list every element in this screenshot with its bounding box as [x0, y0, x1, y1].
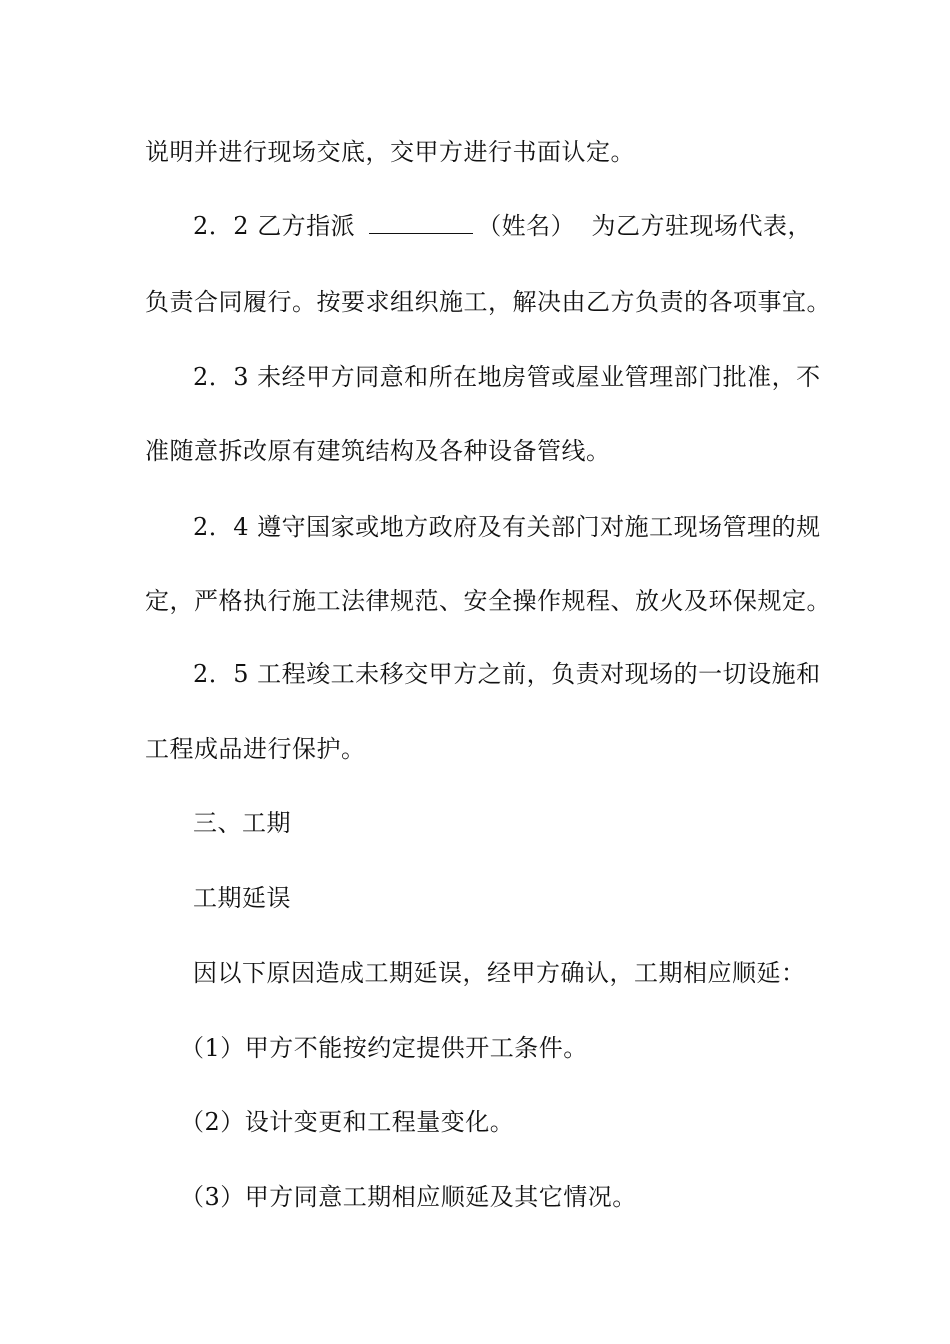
- clause-2-2-text-c: 为乙方驻现场代表，: [591, 212, 812, 240]
- clause-2-2-continuation: 负责合同履行。按要求组织施工，解决由乙方负责的各项事宜。: [145, 288, 831, 316]
- subheading-delay: 工期延误: [193, 884, 291, 912]
- delay-intro: 因以下原因造成工期延误，经甲方确认，工期相应顺延：: [193, 959, 806, 987]
- clause-2-3-continuation: 准随意拆改原有建筑结构及各种设备管线。: [145, 437, 611, 465]
- clause-2-3: 2．3 未经甲方同意和所在地房管或屋业管理部门批准，不: [193, 363, 821, 391]
- clause-2-5-continuation: 工程成品进行保护。: [145, 735, 366, 763]
- name-blank-field: [369, 213, 473, 234]
- clause-2-4: 2．4 遵守国家或地方政府及有关部门对施工现场管理的规: [193, 513, 821, 541]
- clause-2-2-text-a: 乙方指派: [257, 212, 356, 240]
- list-item-3: （3）甲方同意工期相应顺延及其它情况。: [180, 1183, 637, 1211]
- clause-2-4-continuation: 定，严格执行施工法律规范、安全操作规程、放火及环保规定。: [145, 587, 831, 615]
- list-item-1: （1）甲方不能按约定提供开工条件。: [180, 1034, 588, 1062]
- clause-2-2-number: 2．2: [193, 212, 250, 240]
- clause-2-5: 2．5 工程竣工未移交甲方之前，负责对现场的一切设施和: [193, 660, 821, 688]
- list-item-2: （2）设计变更和工程量变化。: [180, 1108, 515, 1136]
- clause-2-2-text-b: （姓名）: [477, 212, 576, 240]
- paragraph-continuation: 说明并进行现场交底，交甲方进行书面认定。: [145, 138, 635, 166]
- clause-2-2: [193, 211, 812, 241]
- section-heading-3: 三、工期: [193, 809, 291, 837]
